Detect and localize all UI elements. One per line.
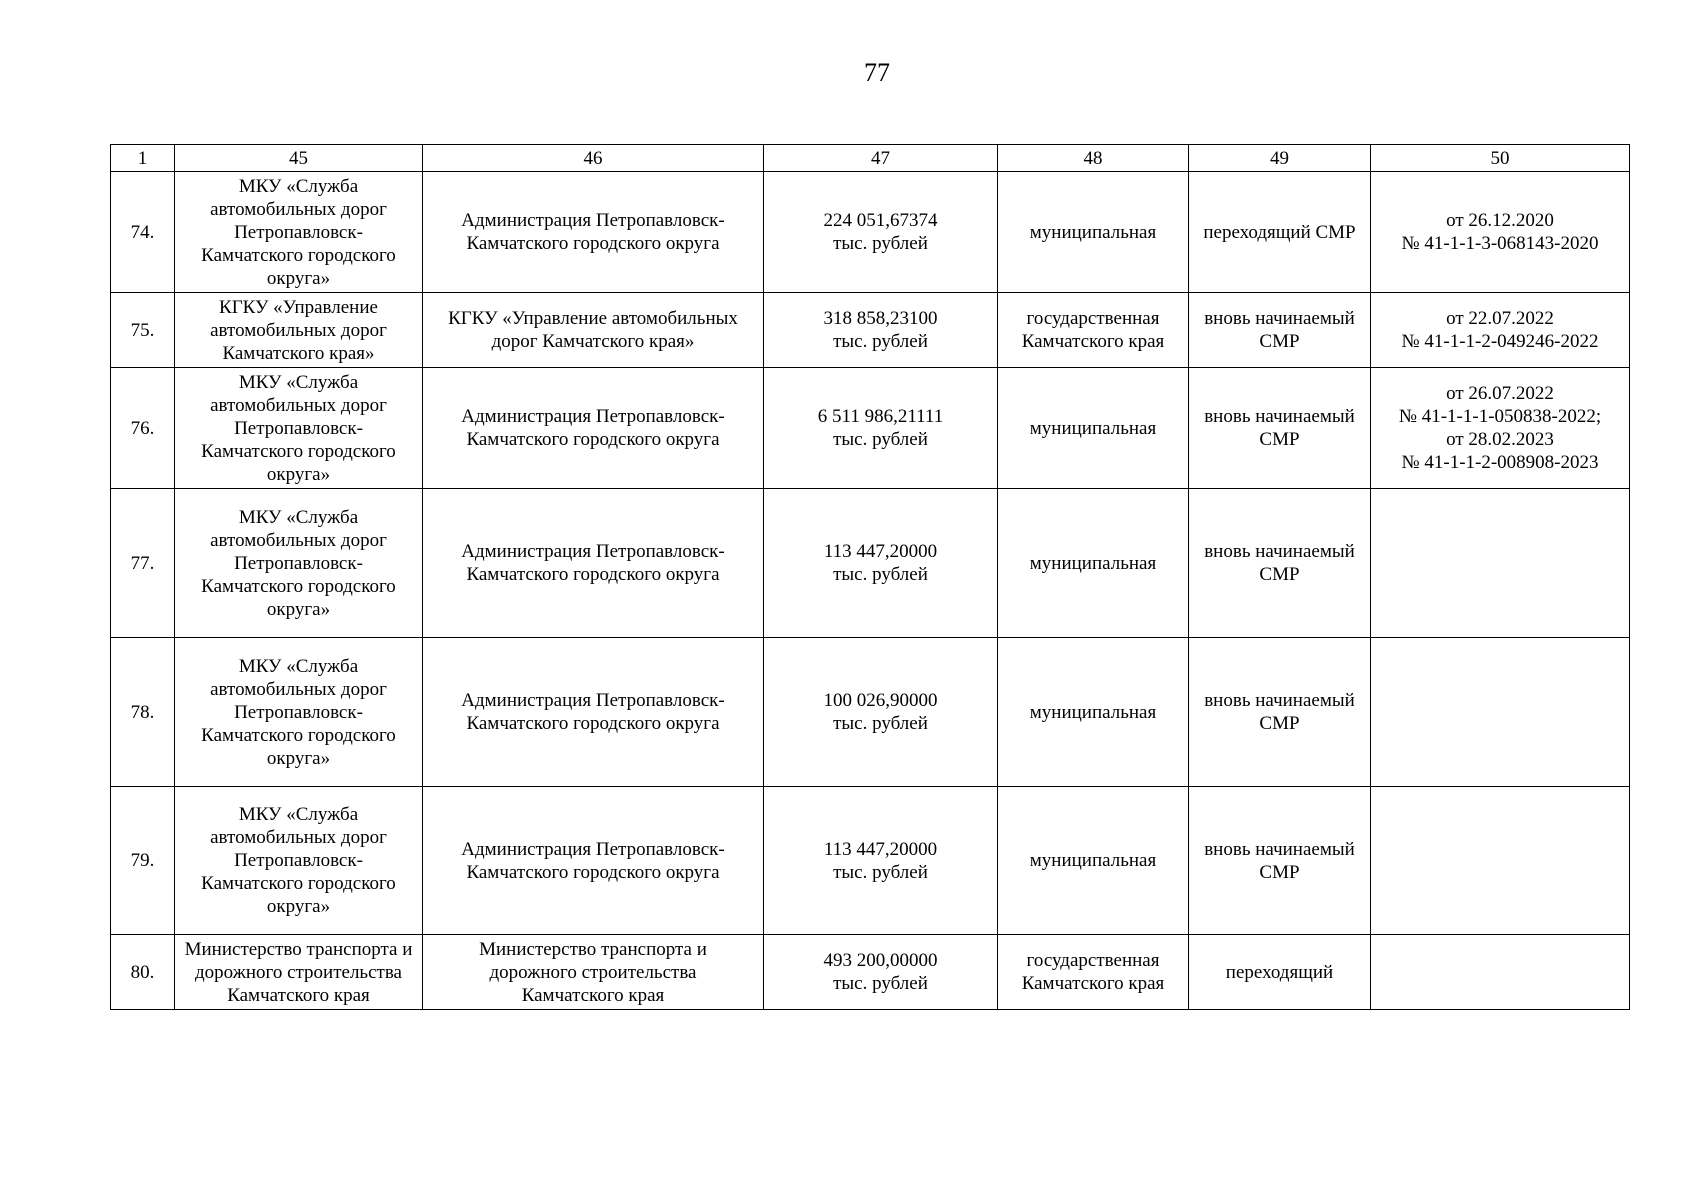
table-row xyxy=(111,638,1630,787)
cell-line: округа» xyxy=(266,598,331,620)
cell-line: Камчатского городского xyxy=(201,724,396,746)
cell-ownership xyxy=(998,293,1189,368)
cell-developer xyxy=(423,172,764,293)
cell-line: 100 026,90000 xyxy=(823,690,938,711)
table-row xyxy=(111,787,1630,935)
cell-line: тыс. рублей xyxy=(833,713,928,734)
cell-line: 113 447,20000 xyxy=(823,541,938,562)
cell-customer xyxy=(175,293,423,368)
cell-line: Администрация Петропавловск- xyxy=(461,210,725,231)
cell-line: Камчатского городского округа xyxy=(466,713,720,734)
cell-row-number: 74. xyxy=(111,172,175,293)
cell-line: вновь начинаемый xyxy=(1204,541,1355,562)
cell-line: Петропавловск- xyxy=(234,417,363,439)
table-row xyxy=(111,489,1630,638)
column-header: 47 xyxy=(764,145,998,172)
cell-line: Петропавловск- xyxy=(234,850,363,871)
cell-cost xyxy=(764,293,998,368)
cell-line: Камчатского края xyxy=(227,984,370,1006)
table-row xyxy=(111,172,1630,293)
cell-line: автомобильных дорог xyxy=(210,394,387,416)
cell-line: Петропавловск- xyxy=(234,221,363,243)
cell-cost xyxy=(764,172,998,293)
cell-cost xyxy=(764,638,998,787)
cell-line: № 41-1-1-2-008908-2023 xyxy=(1401,452,1599,473)
cell-line: Камчатского городского xyxy=(201,244,396,266)
cell-line: Камчатского городского xyxy=(201,873,396,894)
cell-line: от 22.07.2022 xyxy=(1446,308,1554,329)
cell-customer xyxy=(175,368,423,489)
cell-conclusion xyxy=(1371,489,1630,638)
cell-stage xyxy=(1189,172,1371,293)
cell-row-number: 79. xyxy=(111,787,175,935)
cell-stage xyxy=(1189,368,1371,489)
cell-line: муниципальная xyxy=(1029,850,1157,871)
cell-line: СМР xyxy=(1259,429,1300,450)
cell-developer xyxy=(423,935,764,1010)
cell-line: № 41-1-1-1-050838-2022; xyxy=(1398,406,1602,427)
cell-line: дорожного строительства xyxy=(489,961,697,983)
cell-line: вновь начинаемый xyxy=(1204,308,1355,329)
cell-cost xyxy=(764,935,998,1010)
cell-stage xyxy=(1189,638,1371,787)
cell-line: вновь начинаемый xyxy=(1204,690,1355,711)
cell-conclusion xyxy=(1371,638,1630,787)
cell-line: муниципальная xyxy=(1029,552,1157,574)
cell-stage xyxy=(1189,489,1371,638)
header-row xyxy=(111,145,1630,172)
cell-line: 113 447,20000 xyxy=(823,838,938,860)
column-header: 50 xyxy=(1371,145,1630,172)
cell-row-number: 78. xyxy=(111,638,175,787)
cell-line: тыс. рублей xyxy=(833,564,928,585)
cell-line: Администрация Петропавловск- xyxy=(461,406,725,427)
data-table xyxy=(110,144,1630,1010)
column-header: 49 xyxy=(1189,145,1371,172)
cell-line: автомобильных дорог xyxy=(210,678,387,700)
cell-customer xyxy=(175,172,423,293)
cell-conclusion xyxy=(1371,787,1630,935)
cell-stage xyxy=(1189,293,1371,368)
cell-line: МКУ «Служба xyxy=(238,175,359,197)
cell-line: муниципальная xyxy=(1029,417,1157,439)
cell-line: дорожного строительства xyxy=(195,961,402,983)
cell-cost xyxy=(764,787,998,935)
cell-line: Камчатского городского округа xyxy=(466,861,720,883)
cell-conclusion xyxy=(1371,172,1630,293)
cell-line: переходящий СМР xyxy=(1203,221,1356,243)
cell-developer xyxy=(423,638,764,787)
cell-line: тыс. рублей xyxy=(833,331,928,352)
cell-line: СМР xyxy=(1259,861,1300,883)
cell-row-number: 75. xyxy=(111,293,175,368)
cell-line: округа» xyxy=(266,747,331,769)
cell-stage xyxy=(1189,935,1371,1010)
cell-customer xyxy=(175,489,423,638)
cell-line: муниципальная xyxy=(1029,701,1157,723)
table-body xyxy=(111,172,1630,1010)
cell-line: Камчатского края xyxy=(1021,973,1165,994)
cell-line: Камчатского края xyxy=(521,984,665,1006)
cell-cost xyxy=(764,368,998,489)
cell-customer xyxy=(175,935,423,1010)
cell-line: Министерство транспорта и xyxy=(479,938,707,960)
column-header: 45 xyxy=(175,145,423,172)
cell-ownership xyxy=(998,368,1189,489)
cell-line: № 41-1-1-2-049246-2022 xyxy=(1401,331,1599,352)
cell-line: МКУ «Служба xyxy=(238,655,359,677)
cell-ownership xyxy=(998,172,1189,293)
cell-ownership xyxy=(998,935,1189,1010)
cell-ownership xyxy=(998,489,1189,638)
cell-developer xyxy=(423,368,764,489)
cell-line: СМР xyxy=(1259,564,1300,585)
cell-line: округа» xyxy=(266,267,331,289)
cell-line: от 28.02.2023 xyxy=(1446,429,1554,450)
cell-line: Министерство транспорта и xyxy=(184,938,413,960)
cell-line: 6 511 986,21111 xyxy=(817,406,944,427)
cell-row-number: 76. xyxy=(111,368,175,489)
column-header: 46 xyxy=(423,145,764,172)
cell-line: округа» xyxy=(266,463,331,485)
cell-line: 493 200,00000 xyxy=(823,950,938,971)
column-header: 48 xyxy=(998,145,1189,172)
cell-customer xyxy=(175,787,423,935)
cell-line: Петропавловск- xyxy=(234,552,363,574)
cell-line: вновь начинаемый xyxy=(1204,406,1355,427)
cell-line: автомобильных дорог xyxy=(210,198,387,220)
cell-line: КГКУ «Управление xyxy=(219,296,378,318)
page-number: 77 xyxy=(864,58,890,87)
cell-line: Камчатского края xyxy=(1021,331,1165,352)
cell-line: дорог Камчатского края» xyxy=(491,331,695,352)
cell-line: 318 858,23100 xyxy=(823,308,938,329)
table-row xyxy=(111,368,1630,489)
column-header: 1 xyxy=(111,145,175,172)
cell-line: МКУ «Служба xyxy=(238,506,359,528)
cell-line: Администрация Петропавловск- xyxy=(461,690,725,711)
cell-line: Камчатского городского округа xyxy=(466,233,720,254)
cell-line: тыс. рублей xyxy=(833,861,928,883)
cell-line: СМР xyxy=(1259,331,1300,352)
cell-stage xyxy=(1189,787,1371,935)
cell-line: Камчатского городского xyxy=(201,575,396,597)
cell-conclusion xyxy=(1371,368,1630,489)
cell-line: Камчатского городского округа xyxy=(466,429,720,450)
cell-ownership xyxy=(998,638,1189,787)
cell-line: КГКУ «Управление автомобильных xyxy=(448,308,738,329)
cell-line: тыс. рублей xyxy=(833,973,928,994)
cell-row-number: 80. xyxy=(111,935,175,1010)
cell-line: государственная xyxy=(1026,950,1160,971)
cell-developer xyxy=(423,787,764,935)
cell-line: Администрация Петропавловск- xyxy=(461,541,725,562)
cell-conclusion xyxy=(1371,293,1630,368)
cell-line: СМР xyxy=(1259,713,1300,734)
cell-cost xyxy=(764,489,998,638)
cell-line: МКУ «Служба xyxy=(238,804,359,825)
cell-conclusion xyxy=(1371,935,1630,1010)
table-row xyxy=(111,935,1630,1010)
cell-line: № 41-1-1-3-068143-2020 xyxy=(1401,233,1599,254)
cell-line: автомобильных дорог xyxy=(210,319,387,341)
cell-line: 224 051,67374 xyxy=(823,210,938,231)
cell-developer xyxy=(423,293,764,368)
cell-line: Петропавловск- xyxy=(234,701,363,723)
cell-line: от 26.12.2020 xyxy=(1446,210,1554,231)
cell-line: Камчатского края» xyxy=(222,342,375,364)
table-row xyxy=(111,293,1630,368)
cell-developer xyxy=(423,489,764,638)
cell-line: автомобильных дорог xyxy=(210,529,387,551)
cell-ownership xyxy=(998,787,1189,935)
cell-row-number: 77. xyxy=(111,489,175,638)
cell-line: государственная xyxy=(1026,308,1160,329)
cell-line: МКУ «Служба xyxy=(238,371,359,393)
cell-line: округа» xyxy=(266,896,331,917)
cell-line: Камчатского городского округа xyxy=(466,564,720,585)
cell-line: вновь начинаемый xyxy=(1204,838,1355,860)
cell-line: переходящий xyxy=(1225,961,1334,983)
cell-line: от 26.07.2022 xyxy=(1446,383,1554,404)
cell-line: Камчатского городского xyxy=(201,440,396,462)
cell-line: тыс. рублей xyxy=(833,429,928,450)
cell-line: муниципальная xyxy=(1029,221,1157,243)
cell-line: автомобильных дорог xyxy=(210,827,387,848)
cell-line: Администрация Петропавловск- xyxy=(461,838,725,860)
cell-line: тыс. рублей xyxy=(833,233,928,254)
cell-customer xyxy=(175,638,423,787)
